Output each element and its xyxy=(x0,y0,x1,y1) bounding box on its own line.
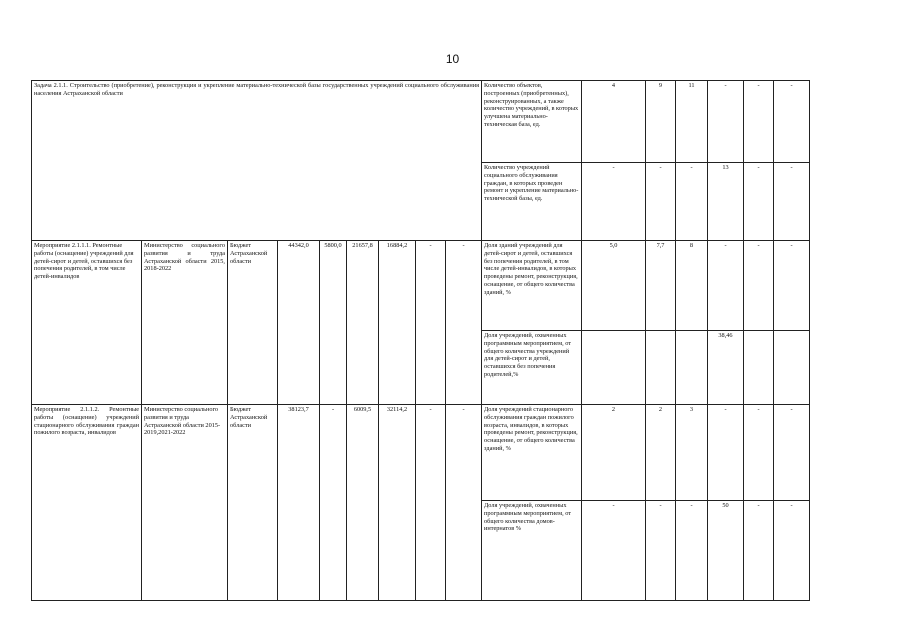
indicator-value: 50 xyxy=(708,501,744,601)
finance-value: - xyxy=(416,241,446,405)
finance-value: - xyxy=(446,405,482,601)
measure-executor: Министерство социального развития и труда Астраханской области 2015-2019,2021-2022 xyxy=(142,405,228,601)
indicator-value: 2 xyxy=(646,405,676,501)
finance-value: 44342,0 xyxy=(278,241,320,405)
measure-indicator-text: Доля учреждений стационарного обслуживания граждан пожилого возраста, инвалидов, в которых проведены ремонт, реконструкция, оснащение, от общего количества зданий, % xyxy=(482,405,582,501)
indicator-value: - xyxy=(676,501,708,601)
indicator-value: - xyxy=(774,81,810,163)
finance-value: 21657,8 xyxy=(347,241,379,405)
finance-value: - xyxy=(320,405,347,601)
task-indicator-text: Количество учреждений социального обслуживания граждан, в которых проведен ремонт и укрепление материально-технической базы, ед. xyxy=(482,163,582,241)
measure-indicator-text: Доля учреждений, охваченных программным мероприятием, от общего количества учреждений для детей-сирот и детей, оставшихся без попечения родителей,% xyxy=(482,331,582,405)
indicator-value: 4 xyxy=(582,81,646,163)
indicator-value: - xyxy=(744,241,774,331)
program-table xyxy=(31,80,810,601)
indicator-value: 7,7 xyxy=(646,241,676,331)
indicator-value: - xyxy=(582,501,646,601)
indicator-value: 8 xyxy=(676,241,708,331)
indicator-value xyxy=(582,331,646,405)
measure-name: Мероприятие 2.1.1.1. Ремонтные работы (оснащение) учреждений для детей-сирот и детей, оставшихся без попечения родителей, в том числе детей-инвалидов xyxy=(32,241,142,405)
measure-indicator-text: Доля зданий учреждений для детей-сирот и детей, оставшихся без попечения родителей, в том числе детей-инвалидов, в которых проведены ремонт, реконструкция, оснащение, от общего количества зданий, % xyxy=(482,241,582,331)
indicator-value xyxy=(646,331,676,405)
indicator-value: - xyxy=(744,163,774,241)
indicator-value: - xyxy=(744,81,774,163)
page-number: 10 xyxy=(445,52,460,66)
measure-indicator-text: Доля учреждений, охваченных программным мероприятием, от общего количества домов-интернатов % xyxy=(482,501,582,601)
indicator-value xyxy=(744,331,774,405)
finance-value: 38123,7 xyxy=(278,405,320,601)
indicator-value: 5,0 xyxy=(582,241,646,331)
indicator-value: 13 xyxy=(708,163,744,241)
indicator-value: - xyxy=(676,163,708,241)
finance-value: 6009,5 xyxy=(347,405,379,601)
indicator-value: - xyxy=(708,241,744,331)
indicator-value: 3 xyxy=(676,405,708,501)
finance-value: 16884,2 xyxy=(379,241,416,405)
indicator-value: 2 xyxy=(582,405,646,501)
indicator-value: - xyxy=(646,163,676,241)
indicator-value: - xyxy=(708,81,744,163)
indicator-value: - xyxy=(774,241,810,331)
indicator-value: - xyxy=(744,501,774,601)
finance-value: - xyxy=(416,405,446,601)
finance-value: 32114,2 xyxy=(379,405,416,601)
finance-value: - xyxy=(446,241,482,405)
indicator-value: - xyxy=(774,405,810,501)
indicator-value: - xyxy=(582,163,646,241)
measure-source: Бюджет Астраханской области xyxy=(228,405,278,601)
measure-row xyxy=(32,241,810,331)
task-title: Задача 2.1.1. Строительство (приобретение), реконструкция и укрепление материально-технической базы государственных учреждений социального обслуживания населения Астраханской области xyxy=(32,81,482,241)
indicator-value: - xyxy=(774,501,810,601)
indicator-value: 11 xyxy=(676,81,708,163)
task-indicator-text: Количество объектов, построенных (приобретенных), реконструированных, а также количество учреждений, в которых улучшена материально- техническая база, ед. xyxy=(482,81,582,163)
indicator-value: - xyxy=(744,405,774,501)
indicator-value: 9 xyxy=(646,81,676,163)
measure-source: Бюджет Астраханской области xyxy=(228,241,278,405)
measure-executor: Министерство социального развития и труда Астраханской области 2015, 2018-2022 xyxy=(142,241,228,405)
indicator-value: 38,46 xyxy=(708,331,744,405)
indicator-value xyxy=(676,331,708,405)
task-row xyxy=(32,81,810,163)
measure-name: Мероприятие 2.1.1.2. Ремонтные работы (оснащение) учреждений стационарного обслуживания граждан пожилого возраста, инвалидов xyxy=(32,405,142,601)
indicator-value: - xyxy=(708,405,744,501)
indicator-value: - xyxy=(646,501,676,601)
finance-value: 5800,0 xyxy=(320,241,347,405)
measure-row xyxy=(32,405,810,501)
indicator-value: - xyxy=(774,163,810,241)
indicator-value xyxy=(774,331,810,405)
